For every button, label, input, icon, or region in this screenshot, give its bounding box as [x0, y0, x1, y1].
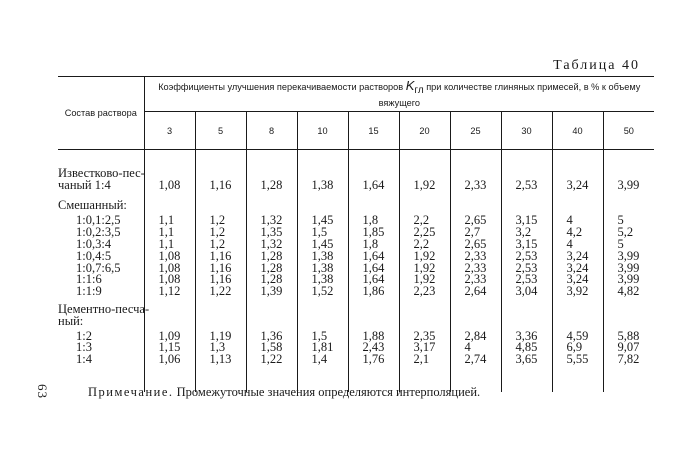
value-cell: 3,36	[515, 328, 538, 343]
value-cell: 2,33	[464, 177, 487, 192]
value-cell: 1,45	[311, 213, 334, 228]
value-cell: 3,24	[566, 260, 589, 275]
value-cell: 2,35	[413, 328, 436, 343]
header-group-text-before: Коэффициенты улучшения перекачиваемости растворов	[158, 81, 406, 92]
value-cell: 2,53	[515, 177, 538, 192]
value-cell: 4	[566, 213, 573, 228]
value-cell: 1,5	[311, 328, 328, 343]
value-cell: 7,82	[617, 352, 640, 367]
value-cell: 1,08	[158, 272, 181, 287]
value-cell: 1,76	[362, 352, 385, 367]
section-title-line: Известково-пес-	[58, 166, 145, 180]
value-cell: 4,82	[617, 284, 640, 299]
value-cell: 1,2	[209, 236, 226, 251]
row-label: 1:0,1:2,5	[76, 213, 121, 228]
header-percent-1: 3	[166, 125, 173, 136]
value-cell: 9,07	[617, 340, 640, 355]
table-section-2	[58, 192, 654, 298]
value-cell: 2,53	[515, 272, 538, 287]
value-cell: 2,33	[464, 248, 487, 263]
value-cell: 3,15	[515, 236, 538, 251]
value-cell: 2,33	[464, 272, 487, 287]
value-cell: 1,5	[311, 225, 328, 240]
value-cell: 6,9	[566, 340, 583, 355]
value-cell: 3,24	[566, 248, 589, 263]
row-label: 1:3	[76, 340, 92, 355]
row-label: 1:0,3:4	[76, 236, 112, 251]
value-cell: 1,16	[209, 272, 232, 287]
header-percent-3: 8	[246, 112, 297, 150]
value-cell: 3,17	[413, 340, 436, 355]
table-note	[88, 385, 480, 400]
value-cell: 3,99	[617, 177, 640, 192]
value-cell: 3,24	[566, 272, 589, 287]
page-number: 63	[35, 384, 50, 399]
value-cell: 1,92	[413, 272, 436, 287]
value-cell: 5	[617, 213, 624, 228]
value-cell: 1,64	[362, 272, 385, 287]
header-percent-7: 25	[450, 112, 501, 150]
value-cell: 5,55	[566, 352, 589, 367]
value-cell: 1,13	[209, 352, 232, 367]
value-cell: 3,04	[515, 284, 538, 299]
value-cell: 2,7	[464, 225, 481, 240]
value-cell: 2,23	[413, 284, 436, 299]
value-cell: 1,09	[158, 328, 181, 343]
value-cell: 3,2	[515, 225, 532, 240]
value-cell: 2,25	[413, 225, 436, 240]
value-cell: 1,64	[362, 177, 385, 192]
value-cell: 1,1	[158, 236, 175, 251]
value-cell: 4,85	[515, 340, 538, 355]
value-cell: 1,2	[209, 225, 226, 240]
section-title-line: чаный 1:4	[58, 177, 111, 192]
value-cell: 1,16	[209, 248, 232, 263]
value-cell: 3,65	[515, 352, 538, 367]
value-cell: 1,64	[362, 260, 385, 275]
header-percent-8: 30	[501, 112, 552, 150]
value-cell: 1,4	[311, 352, 328, 367]
value-cell: 3,99	[617, 248, 640, 263]
table-caption: Таблица 40	[553, 58, 640, 73]
value-cell: 1,38	[311, 260, 334, 275]
value-cell: 1,92	[413, 260, 436, 275]
value-cell: 1,1	[158, 213, 175, 228]
value-cell: 1,81	[311, 340, 334, 355]
note-text: Промежуточные значения определяются интерполяцией.	[173, 385, 481, 399]
value-cell: 1,15	[158, 340, 181, 355]
value-cell: 1,52	[311, 284, 334, 299]
value-cell: 1,85	[362, 225, 385, 240]
value-cell: 1,1	[158, 225, 175, 240]
value-cell: 1,22	[209, 284, 232, 299]
row-label: 1:2	[76, 328, 92, 343]
header-percent-6: 20	[399, 112, 450, 150]
value-cell: 1,22	[260, 352, 283, 367]
value-cell: 1,28	[260, 177, 283, 192]
header-percent-2: 5	[195, 112, 246, 150]
value-cell: 1,16	[209, 260, 232, 275]
value-cell: 3,92	[566, 284, 589, 299]
value-cell: 5	[617, 236, 624, 251]
k-subscript: гл	[414, 84, 424, 96]
value-cell: 2,64	[464, 284, 487, 299]
value-cell: 1,92	[413, 177, 436, 192]
value-cell: 3,99	[617, 260, 640, 275]
header-percent-9: 40	[552, 112, 603, 150]
value-cell: 1,16	[209, 177, 232, 192]
value-cell: 1,08	[158, 260, 181, 275]
value-cell: 1,19	[209, 328, 232, 343]
value-cell: 3,15	[515, 213, 538, 228]
value-cell: 1,28	[260, 260, 283, 275]
value-cell: 2,2	[413, 236, 430, 251]
value-cell: 1,8	[362, 213, 379, 228]
value-cell: 1,28	[260, 272, 283, 287]
value-cell: 4	[464, 340, 471, 355]
value-cell: 1,35	[260, 225, 283, 240]
header-percent-5: 15	[348, 112, 399, 150]
value-cell: 1,32	[260, 213, 283, 228]
row-label: 1:0,2:3,5	[76, 225, 121, 240]
header-group-text-after: при количестве глиняных примесей, в % к объему вяжущего	[378, 81, 641, 108]
header-composition: Состав раствора	[58, 77, 144, 150]
value-cell: 4,59	[566, 328, 589, 343]
value-cell: 2,74	[464, 352, 487, 367]
table-section-3	[58, 298, 654, 366]
value-cell: 1,06	[158, 352, 181, 367]
value-cell: 2,2	[413, 213, 430, 228]
value-cell: 1,38	[311, 248, 334, 263]
k-symbol: K	[405, 77, 415, 93]
value-cell: 3,99	[617, 272, 640, 287]
row-label: 1:0,7:6,5	[76, 260, 121, 275]
value-cell: 1,08	[158, 248, 181, 263]
value-cell: 1,58	[260, 340, 283, 355]
section-title-line: Цементно-песча-	[58, 301, 150, 316]
value-cell: 1,38	[311, 177, 334, 192]
section-title-line: Смешанный:	[58, 197, 127, 212]
header-percent-10: 50	[603, 112, 654, 150]
value-cell: 3,24	[566, 177, 589, 192]
value-cell: 2,84	[464, 328, 487, 343]
value-cell: 2,65	[464, 236, 487, 251]
value-cell: 1,2	[209, 213, 226, 228]
value-cell: 1,3	[209, 340, 226, 355]
note-label: Примечание.	[88, 385, 174, 399]
table-section-1	[58, 150, 654, 192]
value-cell: 2,53	[515, 260, 538, 275]
value-cell: 1,36	[260, 328, 283, 343]
value-cell: 1,64	[362, 248, 385, 263]
value-cell: 1,38	[311, 272, 334, 287]
value-cell: 1,12	[158, 284, 181, 299]
value-cell: 1,39	[260, 284, 283, 299]
value-cell: 5,88	[617, 328, 640, 343]
value-cell: 1,86	[362, 284, 385, 299]
value-cell: 1,32	[260, 236, 283, 251]
row-label: 1:0,4:5	[76, 248, 112, 263]
section-title-line: ный:	[58, 313, 84, 328]
value-cell: 2,65	[464, 213, 487, 228]
value-cell: 4	[566, 236, 573, 251]
value-cell: 1,28	[260, 248, 283, 263]
row-label: 1:1:6	[76, 272, 102, 287]
value-cell: 2,1	[413, 352, 430, 367]
value-cell: 4,2	[566, 225, 583, 240]
value-cell: 2,53	[515, 248, 538, 263]
value-cell: 1,8	[362, 236, 379, 251]
value-cell: 1,88	[362, 328, 385, 343]
value-cell: 1,08	[158, 177, 181, 192]
header-percent-4: 10	[297, 112, 348, 150]
header-coefficient-group	[144, 77, 654, 112]
value-cell: 1,92	[413, 248, 436, 263]
value-cell: 2,33	[464, 260, 487, 275]
value-cell: 2,43	[362, 340, 385, 355]
value-cell: 5,2	[617, 225, 634, 240]
data-table	[58, 76, 654, 392]
row-label: 1:4	[76, 352, 92, 367]
value-cell: 1,45	[311, 236, 334, 251]
row-label: 1:1:9	[76, 284, 102, 299]
